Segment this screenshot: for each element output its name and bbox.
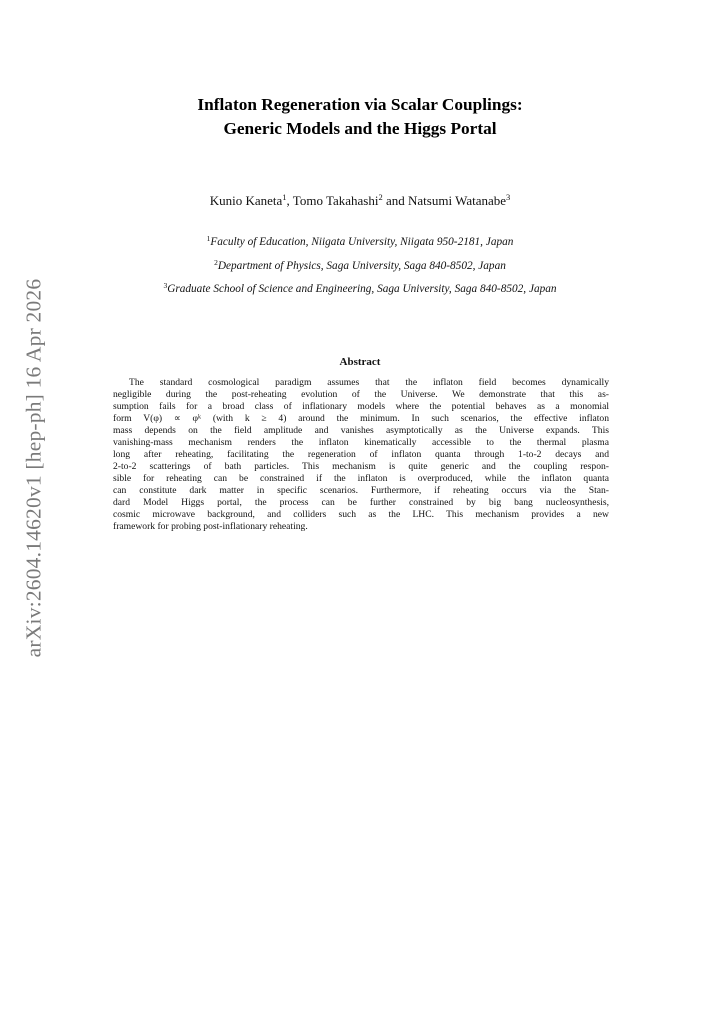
abstract-line: mass depends on the field amplitude and vanishes asymptotically as the Universe expands. This <box>113 425 609 436</box>
affiliation-text: Faculty of Education, Niigata University, Niigata 950-2181, Japan <box>210 236 514 248</box>
arxiv-identifier-text: arXiv:2604.14620v1 [hep-ph] 16 Apr 2026 <box>21 278 46 658</box>
author-affiliation-mark: 2 <box>378 192 383 202</box>
paper-title-line-1: Inflaton Regeneration via Scalar Couplings: <box>197 95 523 114</box>
abstract-line: The standard cosmological paradigm assumes that the inflaton field becomes dynamically <box>129 377 609 388</box>
abstract-line: long after reheating, facilitating the regeneration of inflaton quanta through 1-to-2 decays and <box>113 449 609 460</box>
author-name: Natsumi Watanabe <box>408 193 507 208</box>
abstract-line: 2-to-2 scatterings of bath particles. This mechanism is quite generic and the coupling respon- <box>113 461 609 472</box>
affiliation-mark: 3 <box>163 281 168 290</box>
author-affiliation-mark: 3 <box>506 192 511 202</box>
abstract-line: vanishing-mass mechanism renders the inflaton kinematically accessible to the thermal plasma <box>113 437 609 448</box>
affiliation-text: Department of Physics, Saga University, Saga 840-8502, Japan <box>217 260 506 272</box>
abstract-line: can constitute dark matter in specific scenarios. Furthermore, if reheating occurs via the Stan- <box>113 485 609 496</box>
author-separator: , <box>286 193 293 208</box>
author-affiliation-mark: 1 <box>282 192 287 202</box>
author-list <box>110 192 610 210</box>
author-separator: and <box>382 193 409 208</box>
affiliation-mark: 2 <box>214 258 218 267</box>
paper-title-line-2: Generic Models and the Higgs Portal <box>223 119 497 138</box>
affiliation <box>90 282 630 297</box>
abstract-line: negligible during the post-reheating evolution of the Universe. We demonstrate that this as- <box>113 389 609 400</box>
author-name: Tomo Takahashi <box>292 193 379 208</box>
abstract-line: sumption fails for a broad class of inflationary models where the potential behaves as a monomial <box>113 401 609 412</box>
abstract-line: framework for probing post-inflationary reheating. <box>113 521 308 532</box>
affiliation-mark: 1 <box>206 234 211 243</box>
author-name: Kunio Kaneta <box>209 193 283 208</box>
abstract-heading: Abstract <box>339 356 381 368</box>
abstract-line: sible for reheating can be constrained if the inflaton is overproduced, while the inflaton quanta <box>113 473 609 484</box>
affiliation <box>90 259 630 274</box>
affiliation <box>90 235 630 250</box>
abstract-line: form V(φ) ∝ φᵏ (with k ≥ 4) around the minimum. In such scenarios, the effective inflaton <box>113 413 609 424</box>
abstract-line: dard Model Higgs portal, the process can be further constrained by big bang nucleosynthesis, <box>113 497 609 508</box>
affiliation-text: Graduate School of Science and Engineering, Saga University, Saga 840-8502, Japan <box>167 283 557 295</box>
abstract-line: cosmic microwave background, and colliders such as the LHC. This mechanism provides a new <box>113 509 609 520</box>
